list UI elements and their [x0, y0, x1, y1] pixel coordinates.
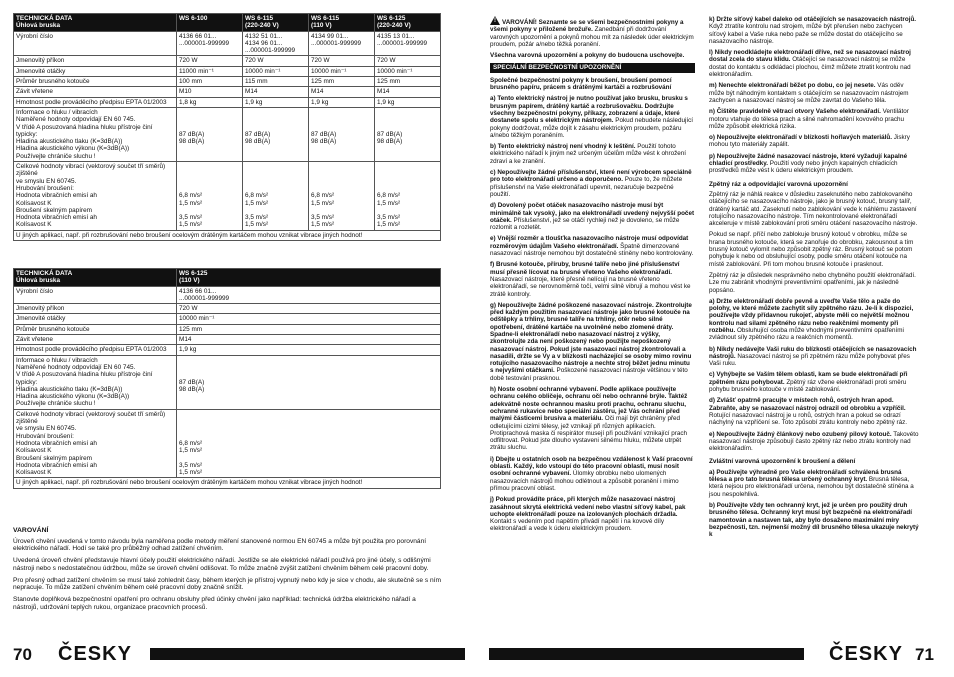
table-row — [14, 66, 441, 76]
spec-value: 720 W — [309, 56, 375, 66]
spec-value: 1,9 kg — [243, 97, 309, 107]
language-label: ČESKY — [58, 643, 132, 665]
instruction-bold: d) Dovolený počet otáček nasazovacího nástroje musí být minimálně tak vysoký, jako na elektronářadí uvedený nejvyšší počet otáček. — [490, 202, 695, 224]
page-71 — [477, 0, 954, 677]
table-row — [14, 286, 441, 304]
instruction-item — [490, 169, 695, 198]
instruction-item — [709, 469, 919, 498]
spec-value: 1,8 kg — [177, 97, 243, 107]
spec-value: 720 W — [375, 56, 441, 66]
spec-value: 10000 min⁻¹ — [177, 314, 441, 324]
instruction-item — [709, 134, 919, 149]
header-label: TECHNICKÁ DATA Úhlová bruska — [14, 269, 177, 287]
instruction-bold: c) Vyhýbejte se Vaším tělem oblasti, kam se bude elektronářadí při zpětném rázu pohybovat. — [709, 371, 908, 386]
instruction-bold: b) Používejte vždy ten ochranný kryt, jež je určen pro použitý druh brusného tělesa. Ochranný kryt musí být bezpečně na elektronářadí namontován a nastaven tak, aby bylo dosaženo maximální míry bezpečnosti, tzn. nejmenší možný díl brusného tělesa ukazuje nekrytý k — [709, 501, 919, 539]
spec-label: Závit vřetene — [14, 335, 177, 345]
table-row — [14, 97, 441, 107]
table-row — [14, 77, 441, 87]
warning-paragraph: Pro přesný odhad zatížení chvěním se musí také zohlednit časy, během kterých je přístroj vypnutý nebo kdy je sice v chodu, ale skutečně se s ním nepracuje. To může zatížení chvěním během celé pracovní doby značně snížit. — [13, 576, 441, 592]
table-row — [14, 335, 441, 345]
spec-value: 4134 99 01... ...000001-999999 — [309, 31, 375, 56]
spec-value: M14 — [177, 335, 441, 345]
instruction-text: Pouze to, že můžete příslušenství na Vaše elektronářadí upevnit, nezaručuje bezpečné použití. — [490, 176, 683, 198]
warning-paragraph: Uvedená úroveň chvění představuje hlavní účely použití elektrického nářadí. Jestliže se ale elektrické nářadí používá pro jiné účely, s odlišnými nástroji nebo s nedostatečnou údržbou, může se úroveň chvění odlišovat. To může značně zvýšit zatížení chvěním během celé pracovní doby. — [13, 557, 431, 572]
spec-value: 10000 min⁻¹ — [243, 66, 309, 76]
spec-value: 720 W — [177, 56, 243, 66]
spec-value: 87 dB(A) 98 dB(A) — [177, 107, 243, 161]
model-header: WS 6-125 (110 V) — [177, 269, 441, 287]
bold-paragraph: Všechna varovná upozornění a pokyny do budoucna uschovejte. — [490, 52, 685, 60]
spec-value: 720 W — [177, 304, 441, 314]
spec-value: 6,8 m/s² 1,5 m/s² 3,5 m/s² 1,5 m/s² — [177, 409, 441, 478]
spec-value: 6,8 m/s² 1,5 m/s² 3,5 m/s² 1,5 m/s² — [243, 162, 309, 231]
spec-value: 125 mm — [177, 324, 441, 334]
warning-bold-text: VAROVÁNÍ! Seznamte se se všemi bezpečnostními pokyny a všemi pokyny v přiložené brožuře. — [490, 19, 684, 34]
spec-label: Hmotnost podle prováděcího předpisu EPTA 01/2003 — [14, 345, 177, 355]
spec-label: Výrobní číslo — [14, 286, 177, 304]
vibration-warning — [13, 527, 441, 615]
instruction-text: Rotující nasazovací nástroj je u rohů, ostrých hran a pokud se odrazí náchylný na vzpříčení se. Toto způsobí ztrátu kontroly nebo zpětný ráz. — [709, 411, 907, 427]
instruction-text: Ventilátor motoru vtahuje do tělesa prach a silné nahromadění kovového prachu může způsobit elektrická rizika. — [709, 108, 909, 130]
instruction-bold: m) Nenechte elektronářadí běžet po dobu, co jej nesete. — [709, 82, 876, 90]
bold-paragraph: Společné bezpečnostní pokyny k broušení, broušení pomocí brusného papíru, prácem s drátěnými kartáči a rozbrušování — [490, 76, 672, 92]
spec-value: 6,8 m/s² 1,5 m/s² 3,5 m/s² 1,5 m/s² — [177, 162, 243, 231]
technical-data-table-1 — [13, 13, 441, 241]
spec-label: Výrobní číslo — [14, 31, 177, 56]
instruction-item — [709, 108, 919, 130]
instruction-text: Otáčející se nasazovací nástroj se může dostat do kontaktu s odkládací plochou, čímž můžete ztratit kontrolu nad elektronářadím. — [709, 56, 911, 79]
table-note: U jiných aplikací, např. při rozbrušování nebo broušení ocelovým drátěným kartáčem mohou vznikat vibrace jiných hodnot! — [14, 478, 441, 488]
spec-value: 1,9 kg — [309, 97, 375, 107]
spec-label: Jmenovitý příkon — [14, 56, 177, 66]
spec-value: 87 dB(A) 98 dB(A) — [243, 107, 309, 161]
instruction-bold: a) Používejte výhradně pro Vaše elektronářadí schválená brusná tělesa a pro tato brusná tělesa určený ochranný kryt. — [709, 468, 902, 484]
instruction-item — [490, 456, 695, 492]
instruction-text: Příslušenství, jež se otáčí rychleji než je dovoleno, se může rozlomit a rozletět. — [490, 216, 680, 232]
instruction-text: Jiskry mohou tyto materiály zapálit. — [709, 134, 910, 149]
spec-value: 4136 66 01... ...000001-999999 — [177, 31, 243, 56]
column-left — [490, 16, 695, 537]
instruction-item — [709, 346, 919, 368]
spec-value: 4132 51 01... 4134 96 01... ...000001-999999 — [243, 31, 309, 56]
spec-value: 1,9 kg — [375, 97, 441, 107]
model-header: WS 6-100 — [177, 14, 243, 32]
page-number: 70 — [13, 645, 32, 664]
instruction-text: Nasazovací nástroj se při zpětném rázu může pohybovat přes Vaši ruku. — [709, 352, 910, 368]
spec-value: 4135 13 01... ...000001-999999 — [375, 31, 441, 56]
spec-value: 10000 min⁻¹ — [375, 66, 441, 76]
paragraph: Zpětný ráz je náhlá reakce v důsledku zaseknutého nebo zablokovaného otáčejícího se nasazovacího nástroje, jako je brusný kotouč, brusný talíř, drátěný kartáč atd. Zaseknutí nebo zablokování vede k náhlému zastavení rotujícího nasazovacího nástroje. Tím nekontrolované elektronářadí akceleruje v místě zablokování proti směru otáčení nasazovacího nástroje. — [709, 190, 918, 228]
instruction-text: Špatně dimenzované nasazovací nástroje nemohou být dostatečně stíněny nebo kontrolovány. — [490, 242, 694, 258]
instruction-text: Když ztratíte kontrolu nad strojem, může být přerušen nebo zachycen síťový kabel a Vaše ruka nebo paže se může dostat do otáčejícího se nasazovacího nástroje. — [709, 23, 903, 45]
spec-value: 125 mm — [309, 77, 375, 87]
instruction-bold: a) Držte elektronářadí dobře pevně a uveďte Vaše tělo a paže do polohy, ve které můžete zachytit síly zpětného rázu. Je-li k dispozici, používejte vždy přídavnou rukojeť, abyste měli co největší možnou kontrolu nad silami zpětného rázu nebo reakčními momenty při rozběhu. — [709, 297, 914, 334]
technical-data-table-2 — [13, 268, 441, 489]
instruction-item — [709, 298, 919, 342]
subsection-heading: Zvláštní varovná upozornění k broušení a dělení — [709, 458, 856, 466]
instruction-bold: f) Brusné kotouče, příruby, brusné talíře nebo jiné příslušenství musí přesně lícovat na brusné vřeteno Vašeho elektronářadí. — [490, 261, 680, 276]
instruction-item — [709, 82, 919, 104]
warning-paragraph: Úroveň chvění uvedená v tomto návodu byla naměřena podle metody měření stanovené normou EN 60745 a může být použita pro porovnání elektrického nářadí. Hodí se také pro průběžný odhad zatížení chvěním. — [13, 537, 427, 553]
instruction-item — [709, 49, 919, 78]
instruction-text: Použití vody nebo jiných kapalných chladicích prostředků může vést k úderu elektrickým proudem. — [709, 160, 898, 175]
table-row — [14, 314, 441, 324]
instruction-item — [709, 371, 919, 393]
instruction-text: Pokud nebudete následující pokyny dodržovat, může dojít k zásahu elektrickým proudem, požáru a/nebo těžkým poraněním. — [490, 117, 694, 139]
instruction-item — [490, 202, 695, 231]
table-row — [14, 31, 441, 56]
spec-value: 125 mm — [375, 77, 441, 87]
instruction-bold: i) Dbejte u ostatních osob na bezpečnou vzdálenost k Vaší pracovní oblasti. Každý, kdo vstoupí do této pracovní oblasti, musí nosit osobní ochranné vybavení. — [490, 455, 693, 478]
spec-value: 4136 66 01... ...000001-999999 — [177, 286, 441, 304]
instruction-bold: p) Nepoužívejte žádné nasazovací nástroje, které vyžadují kapalné chladicí prostředky. — [709, 152, 908, 168]
footer-bar — [489, 648, 804, 660]
table-note: U jiných aplikací, např. při rozbrušování nebo broušení ocelovým drátěným kartáčem mohou vznikat vibrace jiných hodnot! — [14, 230, 441, 240]
instruction-item — [490, 235, 695, 257]
warning-title: VAROVÁNÍ — [13, 527, 49, 534]
instruction-text: Úlomky obrobku nebo ulomených nasazovacích nástrojů mohou odlétnout a způsobit poranění i mimo přímou pracovní oblast. — [490, 470, 679, 492]
instruction-bold: h) Noste osobní ochranné vybavení. Podle aplikace používejte ochranu celého obličeje, ochranu očí nebo ochranné brýle. Taktéž adekvátně noste ochrannou masku proti prachu, ochranu sluchu, ochranné rukavice nebo speciální zástěru, jež Vás ochrání před malými částicemi brusiva a materiálu. — [490, 386, 688, 423]
instruction-bold: g) Nepoužívejte žádné poškozené nasazovací nástroje. Zkontrolujte před každým použitím nasazovací nástroje jako brusné kotouče na odštěpky a trhliny, brusné talíře na trhliny, otěr nebo silné opotřebení, drátěné kartáče na uvolněné nebo zlomené dráty. Spadne-li elektronářadí nebo nasazovací nástroj z výšky, zkontrolujte zda není poškozený nebo použijte nepoškozený nasazovací nástroj. Pokud jste nasazovací nástroj zkontrolovali a nasadili, držte se Vy a v blízkosti nacházející se osoby mimo rovinu rotujícího nasazovacího nástroje a nechte stroj běžet jednu minutu s nejvyšími otáčkami. — [490, 301, 692, 375]
instruction-bold: a) Tento elektrický nástroj je nutno používat jako brusku, brusku s brusným papírem, drátěný kartáč a rozbrušovačku. Dodržujte všechny bezpečnostní pokyny, příkazy, zobrazení a údaje, které dostanete spolu s elektrickým nástrojem. — [490, 95, 688, 125]
instruction-bold: b) Tento elektrický nástroj není vhodný k leštění. — [490, 143, 636, 151]
instruction-text: Poškozené nasazovací nástroje většinou v této době testování prasknou. — [490, 367, 688, 382]
table-row — [14, 324, 441, 334]
table-row — [14, 345, 441, 355]
spec-value: 720 W — [243, 56, 309, 66]
instruction-text: Kontakt s vedením pod napětím přivádí napětí i na kovové díly elektronářadí a vede k úderu elektrickým proudem. — [490, 518, 664, 533]
paragraph: Pokud se např. příčí nebo zablokuje brusný kotouč v obrobku, může se hrana brusného kotouče, která se zanořuje do obrobku, zakousnout a tím brusný kotouč vylomit nebo způsobit zpětný ráz. Brusný kotouč se potom pohybuje k nebo od obsluhující osoby, podle směru otáčení kotouče na místě zablokování. Při tom mohou brusné kotouče i prasknout. — [709, 231, 914, 268]
model-header: WS 6-125 (220-240 V) — [375, 14, 441, 32]
header-label: TECHNICKÁ DATA Úhlová bruska — [14, 14, 177, 32]
table-row — [14, 304, 441, 314]
spec-value: 115 mm — [243, 77, 309, 87]
instruction-bold: b) Nikdy nedávejte Vaši ruku do blízkosti otáčejících se nasazovacích nástrojů. — [709, 345, 917, 360]
instruction-text: Brusná tělesa, která nejsou pro elektronářadí určena, nemohou být dostatečně stíněna a jsou nespolehlivá. — [709, 476, 914, 498]
spec-label: Informace o hluku / vibracích Naměřené hodnoty odpovídají EN 60 745. V třídě A posuzovaná hladina hluku přístroje činí typicky: Hladina akustického tlaku (K=3dB(A)) Hladina akustického výkonu (K=3dB(A)) Používejte chrániče sluchu ! — [14, 107, 177, 161]
page-number: 71 — [915, 645, 934, 664]
table-header-row — [14, 269, 441, 287]
instruction-item — [709, 397, 919, 426]
instruction-item — [709, 16, 919, 45]
table-row — [14, 107, 441, 161]
warning-text: Zanedbání při dodržování varovných upozornění a pokynů mohou mít za následek úder elektrickým proudem, požár a/nebo těžká poranění. — [490, 26, 694, 48]
instruction-item — [490, 143, 695, 165]
instruction-bold: e) Vnější rozměr a tloušťka nasazovacího nástroje musí odpovídat rozměrovým údajům Vašeho elektronářadí. — [490, 235, 689, 250]
instruction-item — [709, 431, 919, 453]
spec-value: 10000 min⁻¹ — [309, 66, 375, 76]
instruction-text: Nasazovací nástroje, které přesně nelícují na brusné vřeteno elektronářadí, se nerovnoměrně točí, velmi silně vibrují a mohou vést ke ztrátě kontroly. — [490, 275, 691, 298]
spec-value: 100 mm — [177, 77, 243, 87]
instruction-bold: n) Čištěte pravidelně větrací otvory Vašeho elektronářadí. — [709, 108, 881, 116]
table-note-row — [14, 230, 441, 240]
paragraph: Zpětný ráz je důsledek nesprávného nebo chybného použití elektronářadí. Lze mu zabránit vhodnými preventivními opatřeními, jak je následně popsáno. — [709, 271, 916, 294]
footer-bar — [150, 648, 465, 660]
subsection-heading: Zpětný ráz a odpovídající varovná upozornění — [709, 180, 848, 188]
instruction-item — [709, 153, 919, 175]
spec-label: Jmenovité otáčky — [14, 66, 177, 76]
instruction-bold: e) Nepoužívejte žádný článkový nebo ozubený pilový kotouč. — [709, 430, 892, 438]
instruction-bold: j) Pokud provádíte práce, při kterých může nasazovací nástroj zasáhnout skrytá elektrická vedení nebo vlastní síťový kabel, pak uchopte elektronářadí pouze na izolovaných plochách držadla. — [490, 496, 686, 518]
instruction-text: Zpětný ráz vžene elektronářadí proti směru pohybu brusného kotouče v místě zablokování. — [709, 378, 907, 394]
warning-paragraph: Stanovte doplňková bezpečnostní opatření pro ochranu obsluhy před účinky chvění jako například: technická údržba elektrického nářadí a nástrojů, udržování teplých rukou, organizace pracovních procesů. — [13, 595, 416, 611]
instruction-text: Použití tohoto elektrického nářadí k jiným než určeným účelům může vést k ohrožení zdraví a ke zranění. — [490, 143, 686, 165]
instruction-bold: d) Zvlášť opatrně pracujte v místech rohů, ostrých hran apod. Zabraňte, aby se nasazovací nástroj odrazil od obrobku a vzpříčil. — [709, 397, 906, 412]
spec-label: Celkové hodnoty vibrací (vektorový součet tří směrů) zjištěné ve smyslu EN 60745. Hrubování broušení: Hodnota vibračních emisí ah Kolísavost K Broušení skelným papírem Hodnota vibračních emisí ah Kolísavost K — [14, 409, 177, 478]
instruction-text: Oči mají být chráněny před odletujícími cizími tělesy, jež vznikají při různých aplikacích. Protiprachová maska či respirátor musejí při používání vznikající prach odfiltrovat. Pokud jste dlouho vystaveni silnému hluku, můžete utrpět ztrátu sluchu. — [490, 415, 688, 452]
instruction-bold: o) Nepoužívejte elektronářadí v blízkosti hořlavých materiálů. — [709, 134, 893, 142]
general-warning — [490, 16, 695, 48]
spec-value: 6,8 m/s² 1,5 m/s² 3,5 m/s² 1,5 m/s² — [375, 162, 441, 231]
spec-value: 6,8 m/s² 1,5 m/s² 3,5 m/s² 1,5 m/s² — [309, 162, 375, 231]
spec-value: 11000 min⁻¹ — [177, 66, 243, 76]
spec-value: M14 — [309, 87, 375, 97]
model-header: WS 6-115 (110 V) — [309, 14, 375, 32]
spec-label: Jmenovitý příkon — [14, 304, 177, 314]
spec-label: Celkové hodnoty vibrací (vektorový součet tří směrů) zjištěné ve smyslu EN 60745. Hrubování broušení: Hodnota vibračních emisí ah Kolísavost K Broušení skelným papírem Hodnota vibračních emisí ah Kolísavost K — [14, 162, 177, 231]
table-row — [14, 409, 441, 478]
instruction-bold: c) Nepoužívejte žádné příslušenství, které není výrobcem speciálně pro toto elektronářadí určeno a doporučeno. — [490, 169, 692, 184]
instruction-item — [490, 386, 695, 452]
spec-value: 87 dB(A) 98 dB(A) — [309, 107, 375, 161]
spec-label: Jmenovité otáčky — [14, 314, 177, 324]
instruction-item — [490, 95, 695, 139]
table-row — [14, 56, 441, 66]
section-heading: SPECIÁLNÍ BEZPEČNOSTNÍ UPOZORNĚNÍ — [490, 63, 695, 72]
instruction-item — [490, 496, 695, 532]
spec-label: Průměr brusného kotouče — [14, 324, 177, 334]
spec-value: 1,9 kg — [177, 345, 441, 355]
instruction-item — [709, 502, 919, 538]
instruction-text: Vás oděv může být náhodným kontaktem s otáčejícím se nasazovacím nástrojem zachycen a nasazovací nástroj se může zavrtat do Vašeho těla. — [709, 82, 909, 104]
table-header-row — [14, 14, 441, 32]
table-note-row — [14, 478, 441, 488]
instruction-item — [490, 261, 695, 297]
instruction-text: Obsluhující osoba může vhodnými preventivními opatřeními zvládnout síly zpětného rázu a reakčních momentů. — [709, 326, 904, 342]
instruction-text: Takovéto nasazovací nástroje způsobují často zpětný ráz nebo ztrátu kontroly nad elektronářadím. — [709, 430, 919, 453]
spec-label: Závit vřetene — [14, 87, 177, 97]
spec-label: Hmotnost podle prováděcího předpisu EPTA 01/2003 — [14, 97, 177, 107]
language-label: ČESKY — [829, 643, 903, 665]
instruction-item — [490, 302, 695, 382]
table-row — [14, 87, 441, 97]
spec-value: M10 — [177, 87, 243, 97]
spec-label: Informace o hluku / vibracích Naměřené hodnoty odpovídají EN 60 745. V třídě A posuzovaná hladina hluku přístroje činí typicky: Hladina akustického tlaku (K=3dB(A)) Hladina akustického výkonu (K=3dB(A)) Používejte chrániče sluchu ! — [14, 355, 177, 409]
spec-value: 87 dB(A) 98 dB(A) — [375, 107, 441, 161]
warning-triangle-icon: ! — [490, 16, 500, 25]
model-header: WS 6-115 (220-240 V) — [243, 14, 309, 32]
column-right — [709, 16, 919, 542]
instruction-bold: l) Nikdy neodkládejte elektronářadí dříve, než se nasazovací nástroj dostal zcela do stavu klidu. — [709, 49, 911, 64]
spec-value: M14 — [243, 87, 309, 97]
spec-value: M14 — [375, 87, 441, 97]
table-row — [14, 162, 441, 231]
instruction-bold: k) Držte síťový kabel daleko od otáčejících se nasazovacích nástrojů. — [709, 16, 917, 23]
spec-label: Průměr brusného kotouče — [14, 77, 177, 87]
spec-value: 87 dB(A) 98 dB(A) — [177, 355, 441, 409]
table-row — [14, 355, 441, 409]
